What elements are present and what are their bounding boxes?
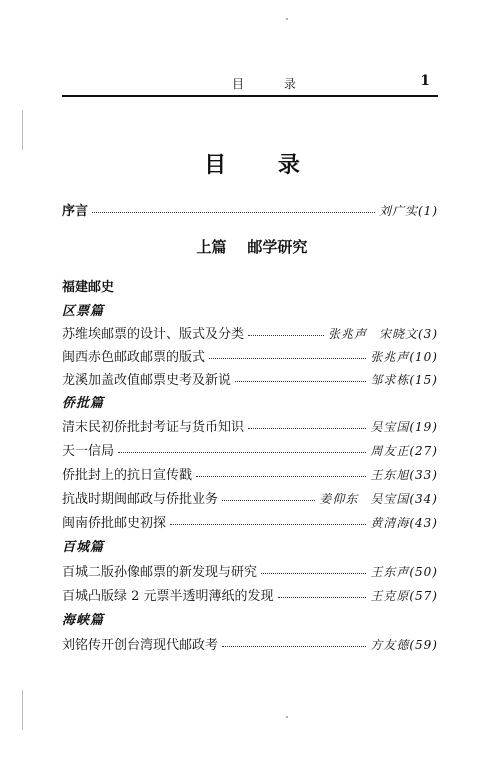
toc-entry-coauthor: 姜仰东 xyxy=(319,492,359,506)
toc-entry xyxy=(62,585,438,603)
toc-entry-ref: 张兆声(10) xyxy=(370,350,438,364)
toc-entry-title: 百城二版孙像邮票的新发现与研究 xyxy=(62,565,258,580)
toc-entry-title: 天一信局 xyxy=(62,444,115,459)
dot-leader xyxy=(196,475,366,477)
header-rule xyxy=(62,95,438,97)
dot-leader xyxy=(235,380,366,382)
group-heading-qiaoPi: 侨批篇 xyxy=(62,396,105,411)
page-title: 目 录 xyxy=(204,152,322,178)
group-heading-quPiao: 区票篇 xyxy=(62,304,105,319)
running-head xyxy=(62,75,438,93)
dot-leader xyxy=(222,499,315,501)
toc-entry xyxy=(62,634,438,652)
dot-leader xyxy=(118,451,366,453)
dot-leader xyxy=(92,211,375,213)
toc-entry-ref: 邹求栋(15) xyxy=(370,373,438,387)
toc-entry-ref: 宋晓文(3) xyxy=(379,327,438,341)
toc-entry-title: 苏维埃邮票的设计、版式及分类 xyxy=(62,327,245,342)
dot-leader xyxy=(248,334,324,336)
toc-entry xyxy=(62,369,438,387)
toc-entry xyxy=(62,464,438,482)
toc-entry xyxy=(62,440,438,458)
dot-leader xyxy=(209,357,366,359)
section-heading: 福建邮史 xyxy=(62,280,115,295)
dot-leader xyxy=(248,427,366,429)
toc-entry-ref: 方友德(59) xyxy=(370,638,438,652)
dot-leader xyxy=(170,523,366,525)
toc-entry-title: 侨批封上的抗日宣传戳 xyxy=(62,468,193,483)
group-heading-haiXia: 海峡篇 xyxy=(62,613,105,628)
scan-margin-mark xyxy=(22,110,23,150)
toc-entry xyxy=(62,323,438,341)
toc-entry-title: 百城凸版绿 2 元票半透明薄纸的发现 xyxy=(62,589,274,604)
scan-margin-mark xyxy=(22,690,23,730)
toc-entry-title: 闽西赤色邮政邮票的版式 xyxy=(62,350,206,365)
toc-entry-coauthor: 张兆声 xyxy=(327,327,367,341)
dot-leader xyxy=(278,596,367,598)
toc-entry xyxy=(62,488,438,506)
toc-entry-ref: 刘广实(1) xyxy=(379,204,438,218)
toc-entry-preface xyxy=(62,200,438,218)
toc-entry xyxy=(62,416,438,434)
page-number: 1 xyxy=(420,73,430,89)
running-head-title: 目 录 xyxy=(232,77,314,91)
toc-entry xyxy=(62,512,438,530)
toc-entry-ref: 吴宝国(34) xyxy=(370,492,438,506)
dot-leader xyxy=(222,645,366,647)
toc-entry-title: 刘铭传开创台湾现代邮政考 xyxy=(62,638,219,653)
scan-speck xyxy=(286,18,288,20)
toc-entry-title: 抗战时期闽邮政与侨批业务 xyxy=(62,492,219,507)
toc-entry-ref: 王东声(50) xyxy=(370,565,438,579)
toc-entry-ref: 周友正(27) xyxy=(370,444,438,458)
toc-entry-title: 序言 xyxy=(62,204,89,219)
toc-entry-ref: 王克原(57) xyxy=(370,589,438,603)
dot-leader xyxy=(261,572,366,574)
toc-entry-ref: 王东旭(33) xyxy=(370,468,438,482)
toc-entry xyxy=(62,561,438,579)
scan-speck xyxy=(286,716,288,718)
toc-entry-title: 清末民初侨批封考证与货币知识 xyxy=(62,420,245,435)
toc-entry-ref: 吴宝国(19) xyxy=(370,420,438,434)
part-title: 上篇 邮学研究 xyxy=(196,238,308,256)
toc-entry-title: 龙溪加盖改值邮票史考及新说 xyxy=(62,373,232,388)
toc-entry-ref: 黄清海(43) xyxy=(370,516,438,530)
toc-entry xyxy=(62,346,438,364)
group-heading-baiCheng: 百城篇 xyxy=(62,540,105,555)
toc-entry-title: 闽南侨批邮史初探 xyxy=(62,516,167,531)
